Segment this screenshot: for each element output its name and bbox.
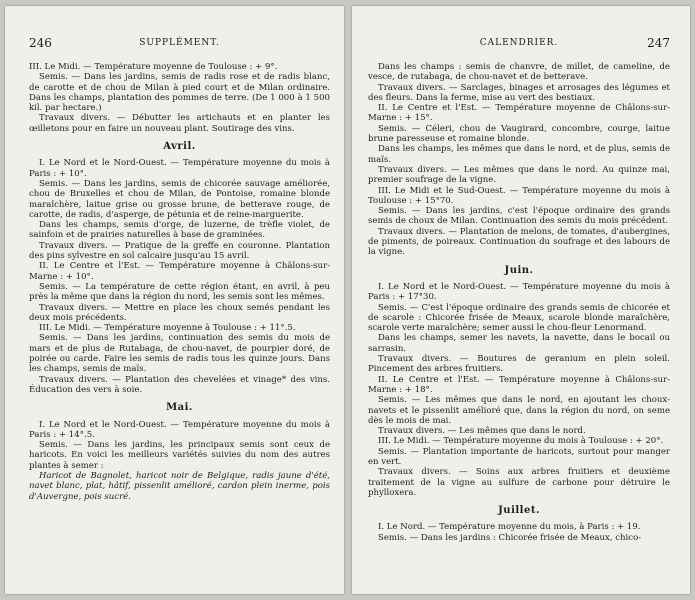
paragraph: III. Le Midi. — Température moyenne de Toulouse : + 9°. xyxy=(29,62,278,72)
paragraph: Travaux divers. — Mettre en place les choux semés pendant les deux mois précédents. xyxy=(29,302,330,323)
paragraph: Semis. — Dans les jardins, semis de radis rose et de radis blanc, de carotte et de chou de Milan à pied court et de Milan ordinaire. Dans les champs, plantation des pommes de terre. (De 1 000 à 1 500 kil. par hectare.) xyxy=(29,72,330,114)
paragraph: Travaux divers. — Les mêmes que dans le nord. Au quinze mai, premier soufrage de la vigne. xyxy=(368,164,670,186)
paragraph: Semis. — C'est l'époque ordinaire des grands semis de chicorée et de scarole : Chicorée frisée de Meaux, scarole blonde maraîchère, scarole verte maraîchère; semer aussi le chou-fleur Lenormand. xyxy=(368,302,670,334)
paragraph: III. Le Midi et le Sud-Ouest. — Température moyenne du mois à Toulouse : + 15°70. xyxy=(368,185,670,206)
paragraph: Travaux divers. — Les mêmes que dans le nord. xyxy=(378,426,586,437)
running-title: SUPPLÉMENT. xyxy=(139,38,220,48)
paragraph: Travaux divers. — Soins aux arbres fruitiers et deuxième traitement de la vigne au sulfure de carbone pour détruire le phylloxera. xyxy=(368,467,670,498)
paragraph: Dans les champs : semis de chanvre, de millet, de cameline, de vesce, de rutabaga, de chou-navet et de betterave. xyxy=(368,62,670,83)
paragraph: Semis. — Les mêmes que dans le nord, en ajoutant les choux-navets et le pissenlit amélioré que, dans la région du nord, on seme dès le mois de mai. xyxy=(368,395,670,426)
paragraph: Travaux divers. — Pratique de la greffe en couronne. Plantation des pins sylvestre en sol calcaire jusqu'au 15 avril. xyxy=(29,240,330,262)
paragraph: Semis. — Dans les jardins, c'est l'époque ordinaire des grands semis de choux de Milan. Continuation des semis du mois précédent. xyxy=(368,206,670,227)
paragraph: I. Le Nord et le Nord-Ouest. — Température moyenne du mois à Paris : + 14°.5. xyxy=(29,419,330,440)
paragraph: Semis. — Dans les jardins, semis de chicorée sauvage améliorée, chou de Bruxelles et chou de Milan, de Pontoise, romaine blonde maraîchère, laitue grise ou grosse brune, de betterave rouge, de carotte, de radis, d'asperge, de pétunia et de reine-marguerite. xyxy=(29,178,330,220)
paragraph: II. Le Centre et l'Est. — Température moyenne de Châlons-sur-Marne : + 15°. xyxy=(368,103,670,124)
section-heading: Avril. xyxy=(163,141,196,153)
left-page xyxy=(5,6,344,594)
right-page-text xyxy=(368,62,670,543)
paragraph: Travaux divers. — Plantation des chevelées et vinage* des vins. Éducation des vers à soie. xyxy=(29,374,330,395)
paragraph: Semis. — Dans les jardins : Chicorée frisée de Meaux, chico- xyxy=(378,532,642,543)
paragraph: Semis. — La température de cette région étant, en avril, à peu près la même que dans la région du nord, les semis sont les mêmes. xyxy=(29,281,330,303)
paragraph: Travaux divers. — Débutter les artichauts et en planter les œilletons pour en faire un nouveau plant. Soutirage des vins. xyxy=(29,113,330,134)
paragraph: Travaux divers. — Plantation de melons, de tomates, d'aubergines, de piments, de poireaux. Continuation du soufrage et des labours de la vigne. xyxy=(368,226,670,258)
paragraph: Semis. — Plantation importante de haricots, surtout pour manger en vert. xyxy=(368,446,670,467)
page-number: 246 xyxy=(29,36,52,50)
running-title: CALENDRIER. xyxy=(479,38,559,48)
paragraph: Dans les champs, semer les navets, la navette, dans le bocail ou sarrasin. xyxy=(368,333,670,354)
paragraph: Semis. — Dans les jardins, les principaux semis sont ceux de haricots. En voici les meilleurs variétés suivies du nom des autres plantes à semer : xyxy=(29,440,330,471)
paragraph: Semis. — Céleri, chou de Vaugirard, concombre, courge, laitue brune paresseuse et romaine blonde. xyxy=(368,123,670,145)
paragraph: I. Le Nord et le Nord-Ouest. — Température moyenne du mois à Paris : + 10°. xyxy=(29,158,330,179)
right-page-header xyxy=(368,36,670,62)
section-heading: Juillet. xyxy=(498,505,540,517)
section-heading: Juin. xyxy=(504,264,534,276)
left-page-header xyxy=(29,36,330,62)
paragraph: I. Le Nord. — Température moyenne du mois, à Paris : + 19. xyxy=(378,522,641,533)
left-page-text xyxy=(29,62,330,502)
section-heading: Mai. xyxy=(166,402,193,414)
paragraph: Semis. — Dans les jardins, continuation des semis du mois de mars et de plus de Rutabaga, de chou-navet, de pourpier doré, de poirée ou carde. Faire les semis de radis tous les quinze jours. Dans les champs, semis de maïs. xyxy=(29,333,330,375)
page-number: 247 xyxy=(647,36,670,50)
paragraph: III. Le Midi. — Température moyenne du mois à Toulouse : + 20°. xyxy=(378,436,664,447)
paragraph: II. Le Centre et l'Est. — Température moyenne à Châlons-sur-Marne : + 18°. xyxy=(368,374,670,395)
paragraph: Haricot de Bagnolet, haricot noir de Belgique, radis jaune d'été, navet blanc, plat, hâtif, pissenlit amélioré, cardon plein inerme, pois d'Auvergne, pois sucré. xyxy=(29,470,330,502)
paragraph: I. Le Nord et le Nord-Ouest. — Température moyenne du mois à Paris : + 17°30. xyxy=(368,281,670,303)
paragraph: Travaux divers. — Sarclages, binages et arrosages des légumes et des fleurs. Dans la ferme, mise au vert des bestiaux. xyxy=(368,82,670,103)
paragraph: Dans les champs, semis d'orge, de luzerne, de trèfle violet, de sainfoin et de prairies naturelles à base de graminées. xyxy=(29,220,330,241)
right-page xyxy=(352,6,690,594)
paragraph: Dans les champs, les mêmes que dans le nord, et de plus, semis de maïs. xyxy=(368,144,670,165)
paragraph: III. Le Midi. — Température moyenne à Toulouse : + 11°.5. xyxy=(39,323,296,334)
paragraph: Travaux divers. — Boutures de geranium en plein soleil. Pincement des arbres fruitiers. xyxy=(368,354,670,375)
paragraph: II. Le Centre et l'Est. — Température moyenne à Châlons-sur-Marne : + 10°. xyxy=(29,261,330,282)
